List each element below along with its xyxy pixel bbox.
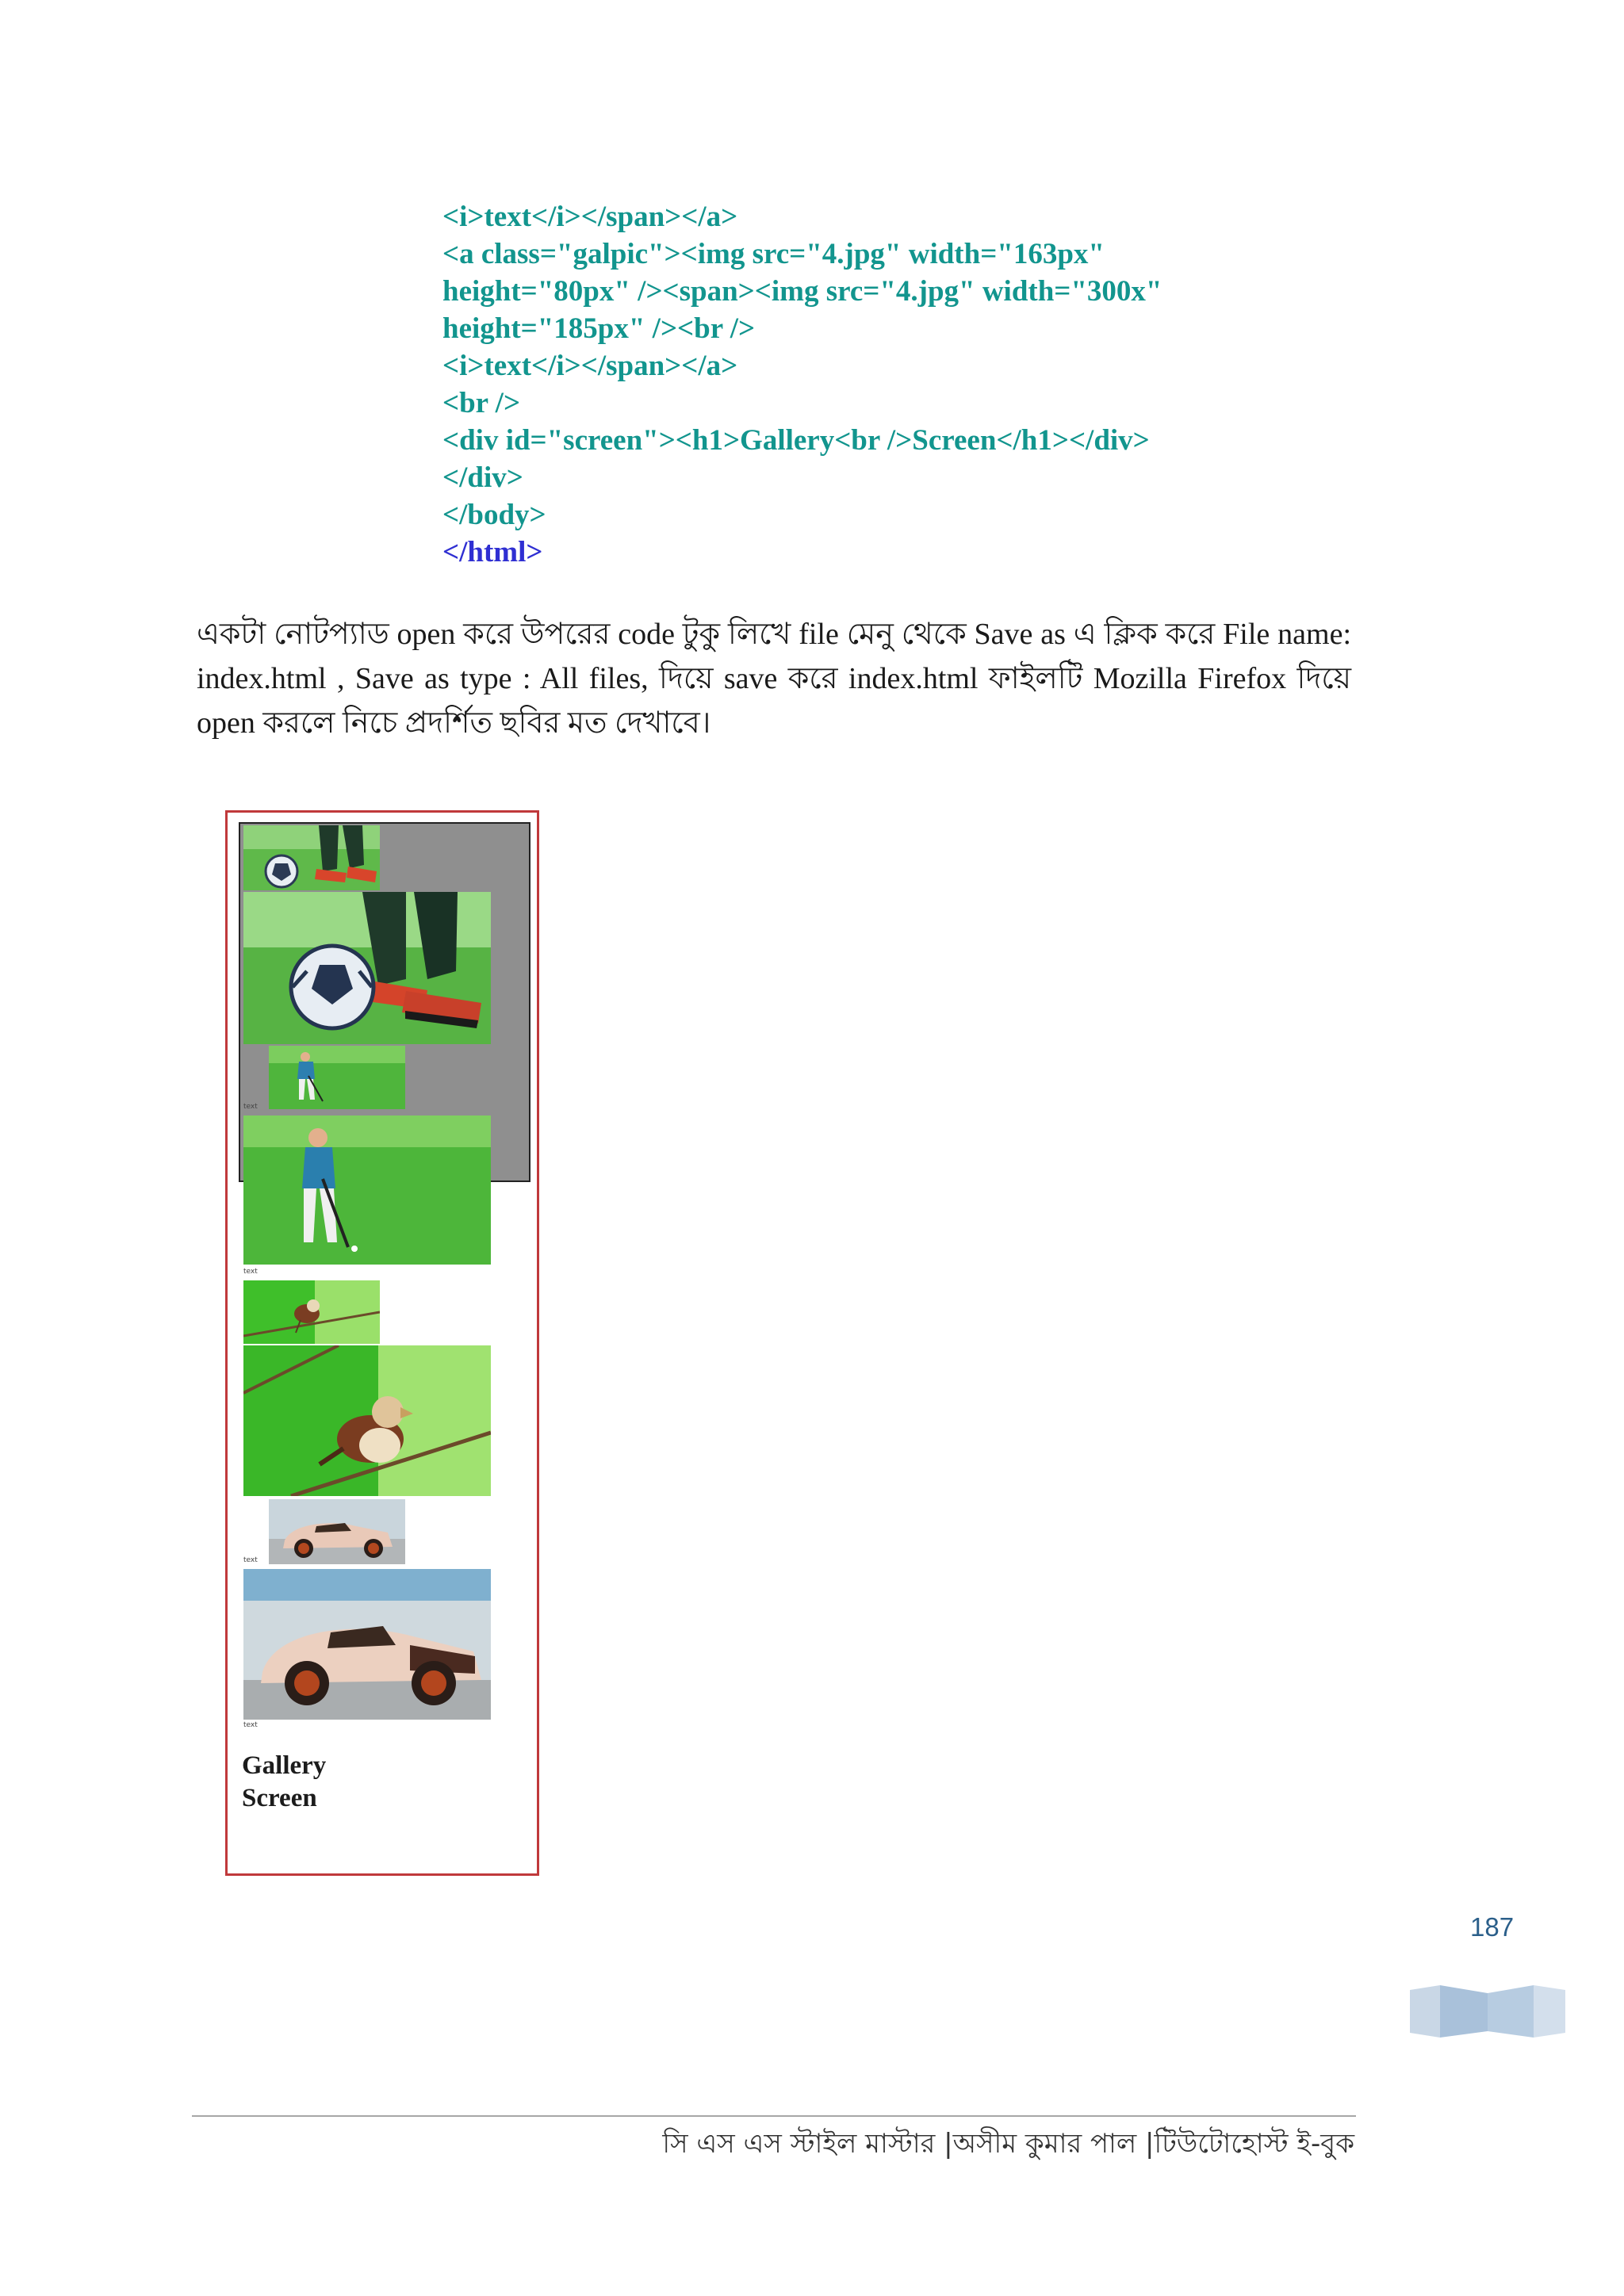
code-line: <div id="screen"><h1>Gallery<br />Screen</h1></div> xyxy=(442,424,1150,457)
heading-line: Gallery xyxy=(242,1751,327,1780)
code-listing xyxy=(442,198,1394,571)
code-line: height="185px" /><br /> xyxy=(442,312,756,345)
soccer-ball-image xyxy=(243,825,380,890)
code-line: <i>text</i></span></a> xyxy=(442,350,738,382)
bird-thumbnail[interactable] xyxy=(243,1280,380,1344)
golfer-image xyxy=(243,1115,491,1265)
heading-line: Screen xyxy=(242,1784,317,1812)
bird-image xyxy=(243,1280,380,1344)
vintage-car-image xyxy=(243,1569,491,1720)
footer-text: সি এস এস স্টাইল মাস্টার |অসীম কুমার পাল |টিউটোহোস্ট ই-বুক xyxy=(662,2128,1354,2160)
code-line: <a class="galpic"><img src="4.jpg" width="163px" xyxy=(442,238,1105,270)
page-ribbon-decoration-icon xyxy=(1408,1979,1567,2047)
soccer-ball-image xyxy=(243,892,491,1044)
bird-image xyxy=(243,1345,491,1496)
thumbnail-caption: text xyxy=(243,1103,258,1111)
thumbnail-caption: text xyxy=(243,1268,258,1276)
instruction-paragraph: একটা নোটপ্যাড open করে উপরের code টুকু লিখে file মেনু থেকে Save as এ ক্লিক করে File name: index.html , Save as type : All files, দিয়ে save করে index.html ফাইলটি Mozilla Firefox দিয়ে open করলে নিচে প্রদর্শিত ছবির মত দেখাবে। xyxy=(197,618,1351,740)
code-line: <i>text</i></span></a> xyxy=(442,201,738,233)
code-line: height="80px" /><span><img src="4.jpg" width="300x" xyxy=(442,275,1162,308)
car-thumbnail[interactable] xyxy=(269,1499,405,1564)
code-line: </div> xyxy=(442,461,523,494)
golfer-image xyxy=(269,1046,405,1109)
footer-divider xyxy=(192,2115,1356,2117)
golf-thumbnail[interactable] xyxy=(269,1046,405,1109)
gallery-screen-heading xyxy=(242,1750,326,1815)
thumbnail-caption: text xyxy=(243,1721,258,1729)
thumbnail-caption: text xyxy=(243,1556,258,1564)
browser-output-screenshot xyxy=(225,810,539,1876)
golf-large-image xyxy=(243,1115,491,1265)
vintage-car-image xyxy=(269,1499,405,1564)
soccer-large-image xyxy=(243,892,491,1044)
soccer-thumbnail[interactable] xyxy=(243,825,380,890)
code-line: <br /> xyxy=(442,387,521,419)
page-number: 187 xyxy=(1470,1912,1515,1942)
code-line: </html> xyxy=(442,536,543,568)
car-large-image xyxy=(243,1569,491,1720)
bird-large-image xyxy=(243,1345,491,1496)
code-line: </body> xyxy=(442,499,546,531)
